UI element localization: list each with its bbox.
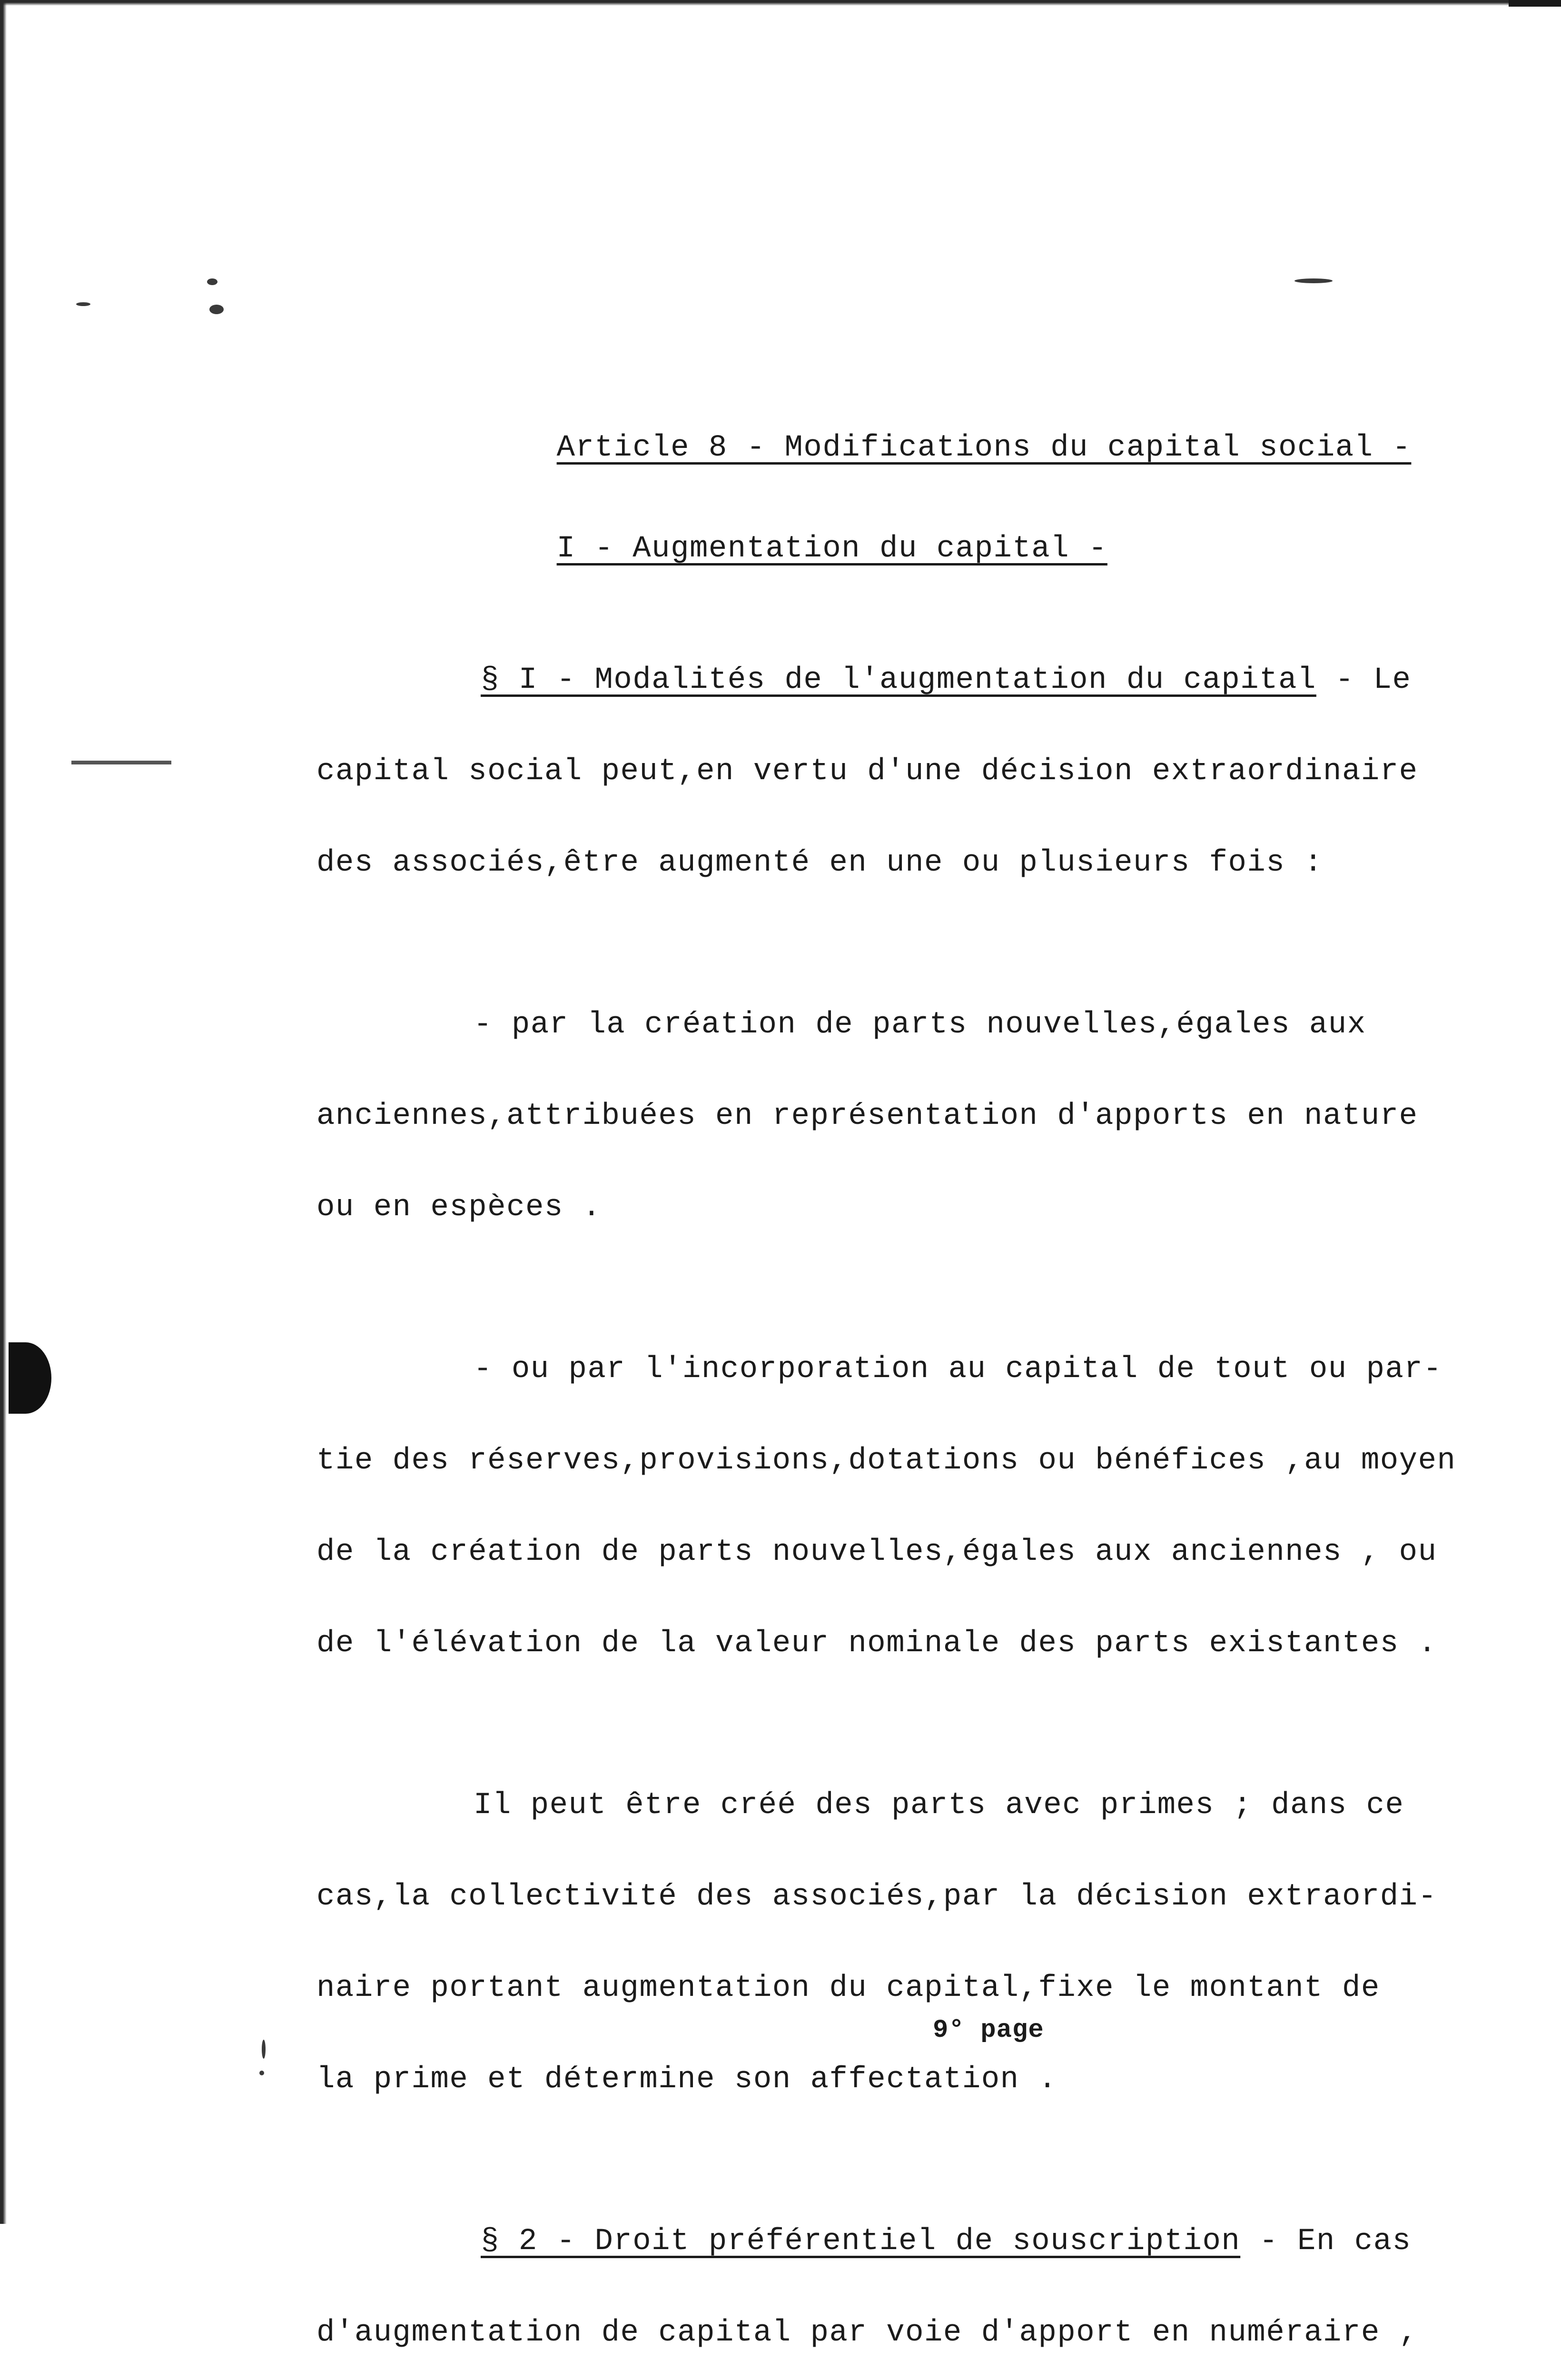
paragraph-line: tie des réserves,provisions,dotations ou bénéfices ,au moyen xyxy=(316,1444,1456,1478)
paragraph-line: ou en espèces . xyxy=(316,1190,602,1225)
paragraph-line: de l'élévation de la valeur nominale des parts existantes . xyxy=(316,1626,1437,1661)
paragraph-line: - ou par l'incorporation au capital de tout ou par- xyxy=(474,1352,1442,1387)
paragraph-bullet-1 xyxy=(316,949,1506,1284)
scan-edge-left xyxy=(0,0,7,2224)
document-body xyxy=(316,402,1506,2380)
scan-corner-mark xyxy=(1509,0,1561,7)
scan-speck xyxy=(209,305,224,314)
paragraph-line: capital social peut,en vertu d'une décision extraordinaire xyxy=(316,754,1418,789)
s2-heading: § 2 - Droit préférentiel de souscription xyxy=(481,2224,1241,2259)
article-title-text: Article 8 - Modifications du capital social - xyxy=(556,431,1412,465)
s1-heading-tail: - Le xyxy=(1316,663,1412,697)
scan-speck xyxy=(262,2040,266,2059)
paragraph-s1 xyxy=(316,604,1506,939)
paragraph-line: - par la création de parts nouvelles,égales aux xyxy=(474,1008,1366,1042)
paragraph-line: d'augmentation de capital par voie d'apport en numéraire , xyxy=(316,2316,1418,2350)
paragraph-line: Il peut être créé des parts avec primes ; dans ce xyxy=(474,1788,1404,1823)
paragraph-line: des associés,être augmenté en une ou plusieurs fois : xyxy=(316,846,1324,880)
paragraph-bullet-2 xyxy=(316,1293,1506,1720)
margin-mark xyxy=(71,761,171,764)
paragraph-primes xyxy=(316,1729,1506,2156)
s1-heading: § I - Modalités de l'augmentation du capital xyxy=(481,663,1316,697)
s2-heading-tail: - En cas xyxy=(1240,2224,1412,2259)
paragraph-line: naire portant augmentation du capital,fixe le montant de xyxy=(316,1971,1380,2005)
scan-speck xyxy=(76,302,90,306)
punch-hole-mark xyxy=(9,1342,51,1414)
paragraph-line: anciennes,attribuées en représentation d'apports en nature xyxy=(316,1099,1418,1133)
page-number: 9° page xyxy=(933,2016,1044,2045)
scan-speck xyxy=(1294,278,1333,283)
section-title xyxy=(316,503,1506,595)
article-title xyxy=(316,402,1506,494)
paragraph-line xyxy=(316,2226,1506,2257)
paragraph-s2 xyxy=(316,2165,1506,2380)
scan-speck xyxy=(207,278,217,285)
paragraph-line xyxy=(316,665,1506,695)
scan-edge-top xyxy=(0,0,1561,6)
paragraph-line: la prime et détermine son affectation . xyxy=(316,2063,1057,2097)
section-title-text: I - Augmentation du capital - xyxy=(556,532,1107,566)
scan-speck xyxy=(259,2071,264,2075)
paragraph-line: de la création de parts nouvelles,égales aux anciennes , ou xyxy=(316,1535,1437,1569)
paragraph-line: cas,la collectivité des associés,par la décision extraordi- xyxy=(316,1880,1437,1914)
